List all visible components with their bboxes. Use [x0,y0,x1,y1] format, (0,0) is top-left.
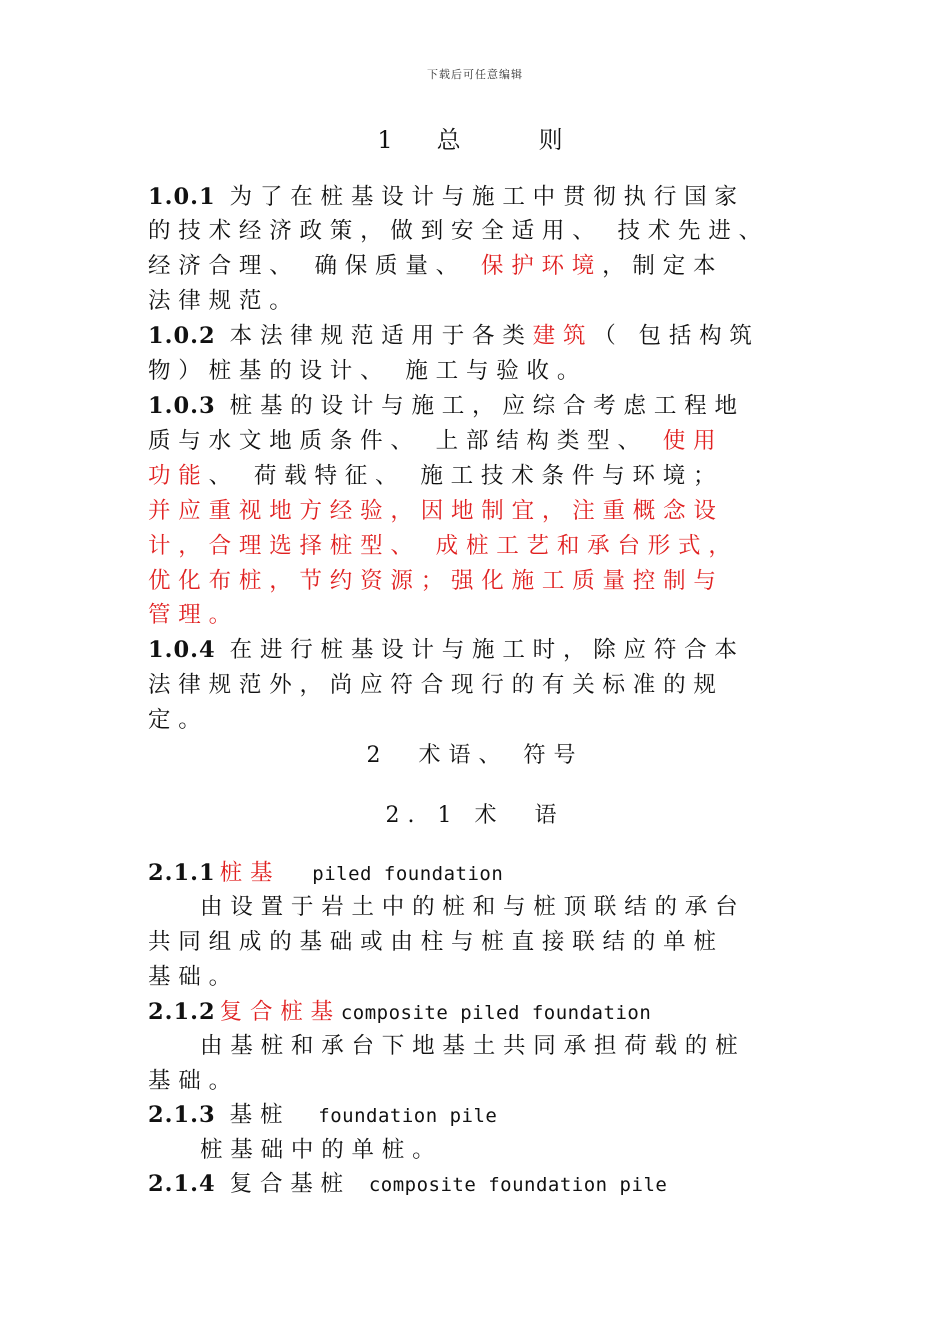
clause-1-0-3-line-5: 计，合理选择桩型、 成桩工艺和承台形式， [148,533,739,559]
clause-1-0-4-line-1 [148,633,745,667]
clause-text: 为了在桩基设计与施工中贯彻执行国家 [229,184,745,210]
term-2-1-4-heading [148,1167,667,1201]
term-name: 复合基桩 [229,1171,351,1197]
clause-text: 、 荷载特征、 施工技术条件与环境； [208,463,724,489]
clause-1-0-3-line-6: 优化布桩，节约资源；强化施工质量控制与 [148,568,724,594]
clause-number: 1.0.4 [148,637,216,663]
clause-number: 1.0.3 [148,393,216,419]
clause-1-0-2-line-2: 物）桩基的设计、 施工与验收。 [148,358,588,384]
term-name: 桩基 [219,860,281,886]
clause-text: 经济合理、 确保质量、 [148,253,481,279]
term-english: composite foundation pile [368,1174,668,1196]
clause-1-0-1-line-2: 的技术经济政策，做到安全适用、 技术先进、 [148,218,769,244]
term-2-1-3-heading [148,1098,497,1132]
term-2-1-2-def-line-1: 由基桩和承台下地基土共同承担荷载的桩 [200,1033,746,1059]
chapter-2-title: 2 术语、 符号 [366,743,584,768]
clause-text: 桩基的设计与施工，应综合考虑工程地 [229,393,745,419]
clause-1-0-3-line-7: 管理。 [148,602,239,628]
clause-1-0-1-line-1 [148,180,745,214]
clause-1-0-4-line-3: 定。 [148,707,209,733]
clause-text: 本法律规范适用于各类 [229,323,533,349]
clause-1-0-3-line-2 [148,424,723,458]
term-number: 2.1.2 [148,999,216,1025]
highlight-text: 保护环境 [480,253,603,279]
clause-1-0-1-line-4: 法律规范。 [148,288,300,314]
term-number: 2.1.1 [148,860,216,886]
clause-text: ，制定本 [602,253,724,279]
clause-text: 质与水文地质条件、 上部结构类型、 [148,428,663,454]
clause-1-0-4-line-2: 法律规范外，尚应符合现行的有关标准的规 [148,672,724,698]
clause-1-0-2-line-1 [148,319,760,353]
highlight-text: 建筑 [532,323,594,349]
clause-1-0-3-line-4: 并应重视地方经验，因地制宜，注重概念设 [148,498,724,524]
chapter-1-title: 1 总 则 [377,126,573,154]
term-2-1-1-def-line-1: 由设置于岩土中的桩和与桩顶联结的承台 [200,894,746,920]
term-2-1-2-def-line-2: 基础。 [148,1068,239,1094]
highlight-text: 使用 [662,428,724,454]
clause-1-0-1-line-3 [148,249,723,283]
clause-1-0-3-line-1 [148,389,745,423]
clause-number: 1.0.1 [148,184,216,210]
term-english: piled foundation [312,863,504,885]
clause-number: 1.0.2 [148,323,216,349]
term-english: composite piled foundation [340,1002,652,1024]
term-name: 基桩 [229,1102,291,1128]
clause-1-0-3-line-3 [148,459,723,493]
section-2-1-title: 2. 1 术 语 [385,803,565,828]
term-2-1-1-def-line-3: 基础。 [148,964,239,990]
term-number: 2.1.4 [148,1171,216,1197]
term-2-1-2-heading [148,995,651,1029]
highlight-text: 功能 [148,463,209,489]
page-header: 下载后可任意编辑 [427,68,523,81]
clause-text: 在进行桩基设计与施工时，除应符合本 [229,637,745,663]
clause-text: （ 包括构筑 [593,323,760,349]
term-name: 复合桩基 [219,999,341,1025]
term-english: foundation pile [318,1105,498,1127]
term-2-1-3-def-line-1: 桩基础中的单桩。 [200,1137,443,1163]
term-number: 2.1.3 [148,1102,216,1128]
term-2-1-1-def-line-2: 共同组成的基础或由柱与桩直接联结的单桩 [148,929,724,955]
term-2-1-1-heading [148,856,503,890]
